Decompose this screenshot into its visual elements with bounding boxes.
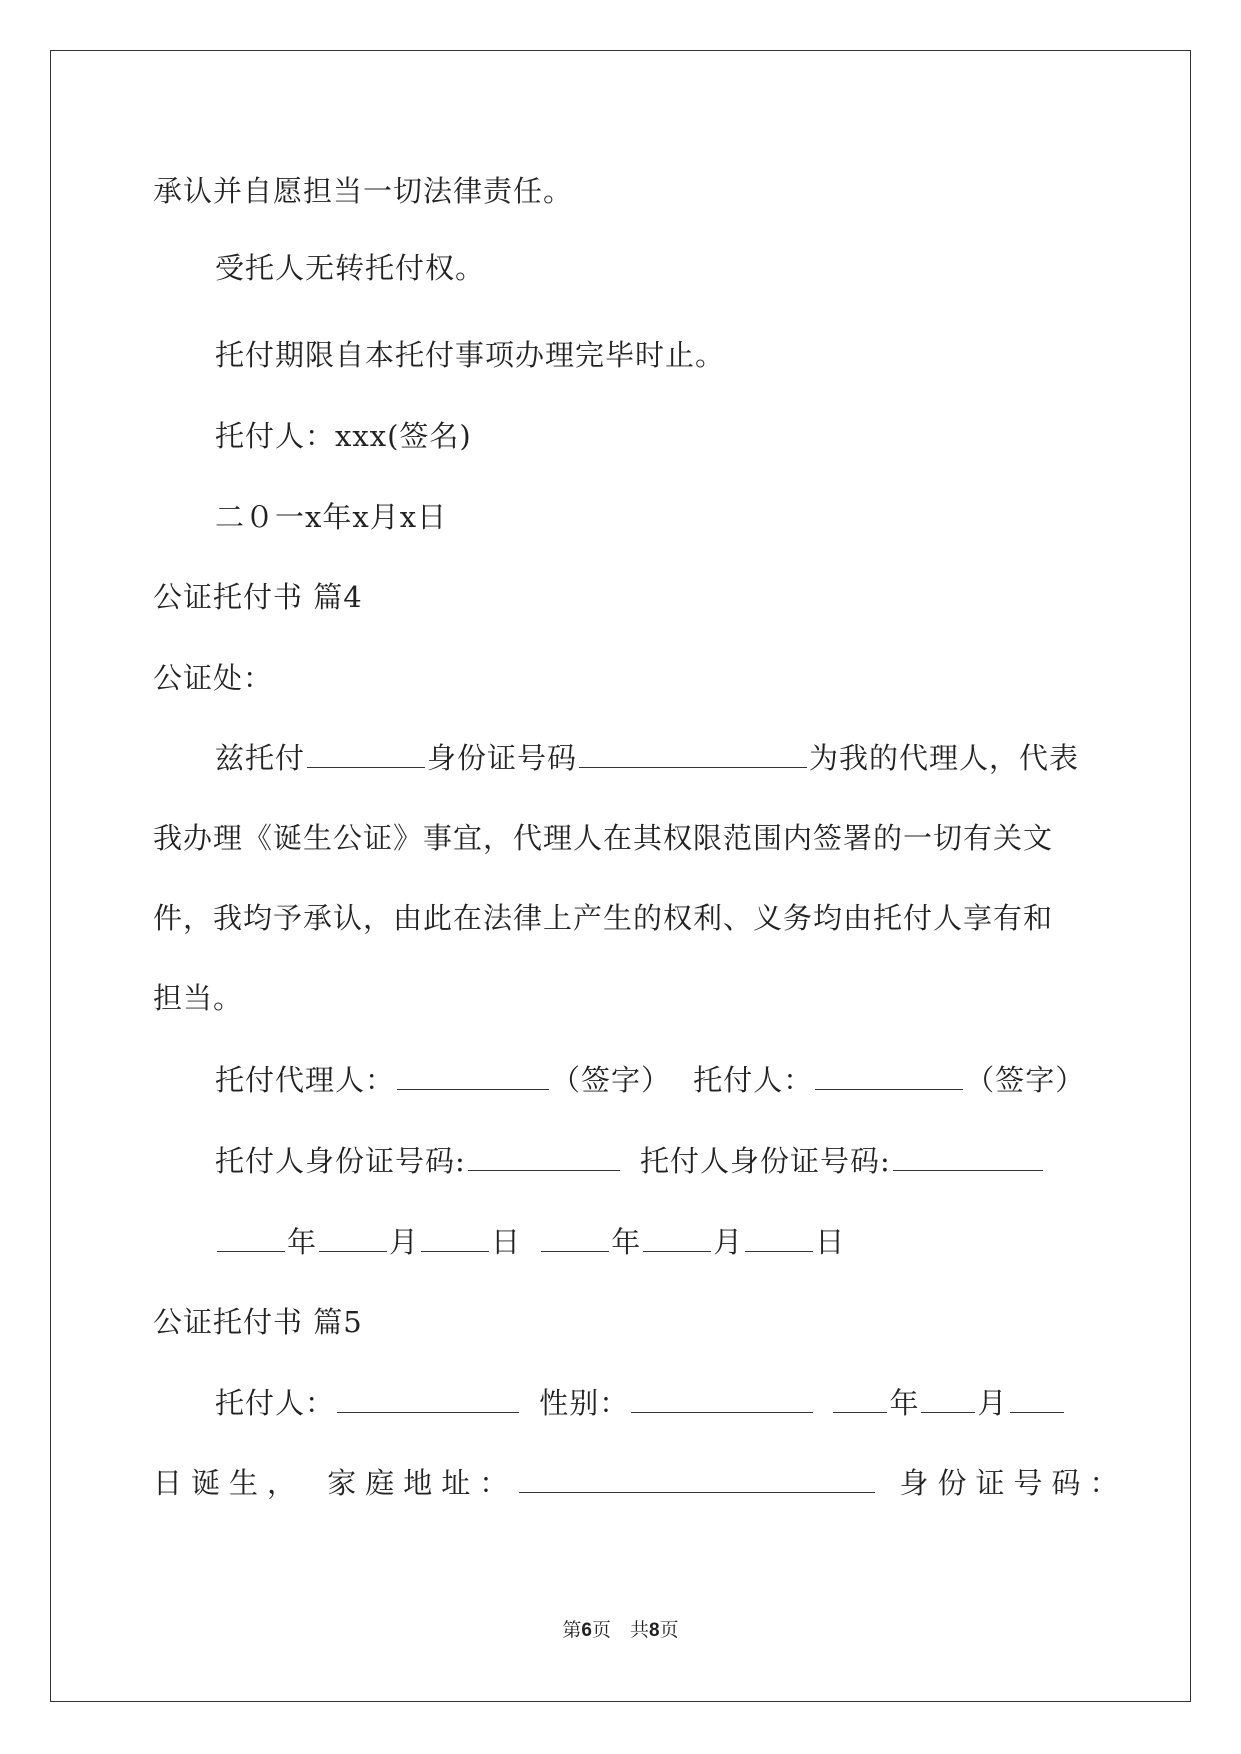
fill-in-blank (1010, 1386, 1064, 1413)
paragraph-line: 件，我均予承认，由此在法律上产生的权利、义务均由托付人享有和 (153, 901, 1054, 935)
paragraph-line: 托付人：xxx(签名) (215, 419, 472, 453)
total-page-number: 8 (649, 1620, 660, 1641)
footer-prefix: 第 (562, 1619, 582, 1641)
fill-in-blank (579, 741, 807, 768)
text-segment: 月 (389, 1225, 420, 1259)
paragraph-line (153, 1465, 1127, 1501)
paragraph-line: 受托人无转托付权。 (215, 251, 486, 285)
paragraph-line: 公证处： (153, 661, 274, 695)
text-segment: 日诞生， (153, 1466, 306, 1500)
paragraph-line: 承认并自愿担当一切法律责任。 (153, 174, 574, 208)
fill-in-blank (833, 1386, 887, 1413)
page-border (50, 50, 1191, 1702)
text-segment: 托付人： (215, 1386, 336, 1420)
fill-in-blank (397, 1063, 549, 1090)
id-number-line (215, 1143, 1045, 1179)
paragraph-line (215, 740, 1079, 776)
current-page-number: 6 (581, 1620, 592, 1641)
fill-in-blank (337, 1386, 519, 1413)
paragraph-line: 托付期限自本托付事项办理完毕时止。 (215, 338, 726, 372)
fill-in-blank (468, 1144, 620, 1171)
paragraph-line: 担当。 (153, 981, 244, 1015)
fill-in-blank (519, 1466, 875, 1493)
text-segment: 身份证号码 (427, 741, 578, 775)
text-segment: 为我的代理人，代表 (809, 741, 1080, 775)
text-segment: 年 (889, 1386, 920, 1420)
text-segment: 托付代理人： (215, 1063, 396, 1097)
section-heading-4: 公证托付书 篇4 (153, 580, 363, 614)
text-segment: 性别： (539, 1386, 630, 1420)
date-line (215, 1224, 845, 1260)
paragraph-line: 二０一x年x月x日 (215, 500, 448, 534)
text-segment: 托付人： (693, 1063, 814, 1097)
text-segment: （签字） (551, 1063, 672, 1097)
text-segment: 托付人身份证号码: (215, 1144, 466, 1178)
fill-in-blank (307, 741, 425, 768)
fill-in-blank (541, 1225, 609, 1252)
footer-mid: 页 共 (591, 1619, 649, 1641)
text-segment: 年 (611, 1225, 642, 1259)
fill-in-blank (217, 1225, 285, 1252)
fill-in-blank (643, 1225, 711, 1252)
fill-in-blank (745, 1225, 813, 1252)
text-segment: 年 (287, 1225, 318, 1259)
text-segment: 日 (491, 1225, 522, 1259)
fill-in-blank (893, 1144, 1043, 1171)
paragraph-line (215, 1385, 1066, 1421)
text-segment: 月 (977, 1386, 1008, 1420)
text-segment: （签字） (965, 1063, 1086, 1097)
text-segment: 月 (713, 1225, 744, 1259)
text-segment: 兹托付 (215, 741, 306, 775)
text-segment: 家庭地址： (327, 1466, 518, 1500)
text-segment: 托付人身份证号码: (640, 1144, 891, 1178)
fill-in-blank (421, 1225, 489, 1252)
text-segment: 身份证号码： (899, 1466, 1128, 1500)
fill-in-blank (921, 1386, 975, 1413)
signature-line (215, 1062, 1085, 1098)
paragraph-line: 我办理《诞生公证》事宜，代理人在其权限范围内签署的一切有关文 (153, 821, 1054, 855)
text-segment: 日 (815, 1225, 846, 1259)
page-footer (0, 1618, 1241, 1643)
fill-in-blank (319, 1225, 387, 1252)
fill-in-blank (631, 1386, 813, 1413)
section-heading-5: 公证托付书 篇5 (153, 1305, 363, 1339)
fill-in-blank (815, 1063, 963, 1090)
footer-suffix: 页 (659, 1619, 679, 1641)
